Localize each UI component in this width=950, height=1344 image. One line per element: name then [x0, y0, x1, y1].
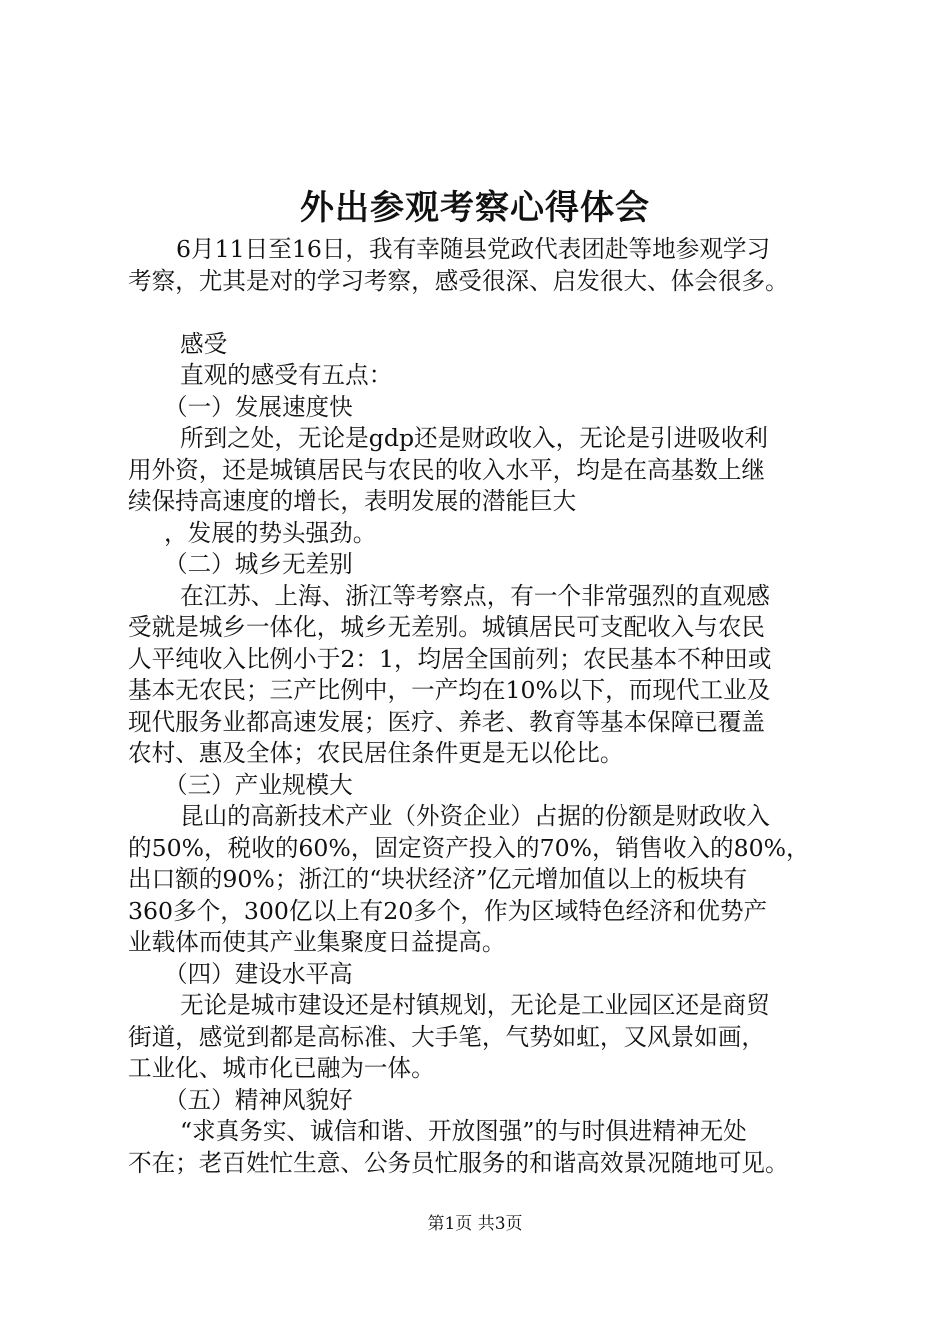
paragraph-line: 基本无农民；三产比例中，一产均在10%以下，而现代工业及	[128, 676, 771, 704]
paragraph-line: 考察，尤其是对的学习考察，感受很深、启发很大、体会很多。	[128, 266, 789, 295]
paragraph-line: 的50%，税收的60%，固定资产投入的70%，销售收入的80%，	[128, 833, 810, 862]
paragraph-line: 6月11日至16日，我有幸随县党政代表团赴等地参观学习	[176, 235, 771, 263]
paragraph-line: 街道，感觉到都是高标准、大手笔，气势如虹，又风景如画，	[128, 1022, 766, 1051]
blank-line	[128, 297, 844, 329]
paragraph-line: 出口额的90%；浙江的“块状经济”亿元增加值以上的板块有	[128, 865, 748, 893]
paragraph-line: ，发展的势头强劲。	[164, 518, 377, 547]
paragraph-line: 农村、惠及全体；农民居住条件更是无以伦比。	[128, 739, 624, 767]
paragraph-line: 续保持高速度的增长，表明发展的潜能巨大	[128, 487, 577, 515]
paragraph-line: “求真务实、诚信和谐、开放图强”的与时俱进精神无处	[180, 1117, 747, 1145]
subsection-heading: （四）建设水平高	[164, 959, 353, 988]
paragraph-line: 用外资，还是城镇居民与农民的收入水平，均是在高基数上继	[128, 455, 766, 484]
paragraph-line: 在江苏、上海、浙江等考察点，有一个非常强烈的直观感	[180, 581, 770, 610]
paragraph-line: 昆山的高新技术产业（外资企业）占据的份额是财政收入	[180, 802, 770, 830]
paragraph-line: 直观的感受有五点：	[180, 361, 393, 389]
paragraph-line: 受就是城乡一体化，城乡无差别。城镇居民可支配收入与农民	[128, 613, 766, 641]
page-number-footer: 第1页 共3页	[427, 1214, 523, 1234]
subsection-heading: （五）精神风貌好	[164, 1085, 353, 1114]
paragraph-line: 所到之处，无论是gdp还是财政收入，无论是引进吸收利	[180, 424, 768, 452]
paragraph-line: 不在；老百姓忙生意、公务员忙服务的和谐高效景况随地可见。	[128, 1148, 789, 1177]
subsection-heading: （二）城乡无差别	[164, 550, 353, 578]
document-title: 外出参观考察心得体会	[300, 188, 650, 228]
paragraph-line: 人平纯收入比例小于2：1，均居全国前列；农民基本不种田或	[128, 644, 772, 673]
paragraph-line: 现代服务业都高速发展；医疗、养老、教育等基本保障已覆盖	[128, 707, 766, 736]
paragraph-line: 无论是城市建设还是村镇规划，无论是工业园区还是商贸	[180, 991, 770, 1019]
section-heading: 感受	[180, 329, 228, 358]
subsection-heading: （一）发展速度快	[164, 392, 353, 421]
subsection-heading: （三）产业规模大	[164, 770, 353, 799]
paragraph-line: 工业化、城市化已融为一体。	[128, 1054, 435, 1082]
paragraph-line: 业载体而使其产业集聚度日益提高。	[128, 928, 506, 956]
document-body	[128, 234, 844, 1179]
paragraph-line: 360多个，300亿以上有20多个，作为区域特色经济和优势产	[128, 896, 768, 925]
